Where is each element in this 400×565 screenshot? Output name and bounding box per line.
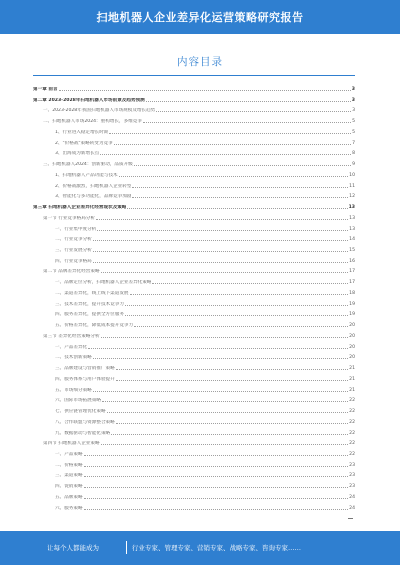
- toc-entry-label: 五、品牌策略: [55, 494, 83, 500]
- toc-entry-page: 23: [349, 462, 355, 468]
- toc-entry-label: 2、"价格战"策略转变为竞争: [55, 140, 113, 146]
- toc-entry-page: 21: [349, 387, 355, 393]
- toc-dot-leader: [101, 444, 349, 445]
- toc-dot-leader: [146, 101, 351, 102]
- toc-entry-label: 四、促销策略: [55, 484, 83, 490]
- toc-entry[interactable]: [33, 246, 355, 253]
- toc-entry[interactable]: [33, 353, 355, 360]
- toc-entry-page: 11: [349, 183, 355, 189]
- toc-entry-page: 22: [349, 419, 355, 425]
- toc-entry-page: 19: [349, 312, 355, 318]
- toc-entry[interactable]: [33, 257, 355, 264]
- toc-dot-leader: [132, 197, 348, 198]
- toc-dot-leader: [84, 487, 349, 488]
- toc-entry-page: 17: [349, 280, 355, 286]
- toc-entry-label: 二、价格策略: [55, 462, 83, 468]
- toc-entry-label: 1、行业进入稳定增长时期: [55, 129, 109, 135]
- toc-dot-leader: [88, 348, 348, 349]
- toc-entry-label: 五、价格差异化，降低成本提升竞争力: [55, 323, 134, 329]
- toc-entry[interactable]: [33, 332, 355, 339]
- toc-entry[interactable]: [33, 289, 355, 296]
- toc-dot-leader: [96, 219, 348, 220]
- toc-dot-leader: [100, 154, 351, 155]
- toc-dot-leader: [152, 283, 348, 284]
- toc-dot-leader: [116, 423, 348, 424]
- toc-entry-page: 18: [349, 290, 355, 296]
- toc-entry-page: 14: [349, 237, 355, 243]
- toc-entry-label: 一、2023-2028年我国扫地机器人市场规模及增长趋势: [43, 108, 156, 114]
- toc-entry-label: 二、技术创新策略: [55, 355, 92, 361]
- footer-tagline: 行业专家、管理专家、营销专家、战略专家、咨询专家……: [132, 544, 301, 552]
- toc-entry[interactable]: [33, 375, 355, 382]
- toc-dot-leader: [130, 294, 349, 295]
- toc-dot-leader: [134, 165, 351, 166]
- toc-entry-label: 2、价格战激烈，扫地机器人企业转型: [55, 183, 132, 189]
- toc-entry[interactable]: [33, 396, 355, 403]
- toc-entry-label: 八、合作联盟与资源整合策略: [55, 419, 115, 425]
- toc-entry[interactable]: [33, 418, 355, 425]
- toc-dot-leader: [101, 337, 349, 338]
- toc-entry-label: 一、品牌定位分析，扫地机器人企业差异化策略: [55, 280, 152, 286]
- toc-entry-label: 三、品牌建设与营销推广策略: [55, 366, 115, 372]
- toc-entry[interactable]: [33, 225, 355, 232]
- toc-entry-label: 3、智能化与多功能化，品牌竞争加剧: [55, 194, 132, 200]
- report-title: 扫地机器人企业差异化运营策略研究报告: [96, 11, 304, 24]
- toc-entry-page: 3: [352, 108, 355, 114]
- toc-dot-leader: [84, 466, 349, 467]
- toc-entry-page: 22: [349, 430, 355, 436]
- toc-entry-page: 13: [349, 226, 355, 232]
- toc-entry[interactable]: [33, 429, 355, 436]
- toc-entry-label: 二、渠道差异化，线上线下渠道发展: [55, 290, 129, 296]
- toc-entry-page: 21: [349, 376, 355, 382]
- toc-entry-page: 20: [349, 344, 355, 350]
- toc-dot-leader: [109, 133, 351, 134]
- toc-dot-leader: [119, 176, 348, 177]
- toc-entry-page: 22: [349, 451, 355, 457]
- toc-entry-label: 第二节 品牌差异化经营策略: [43, 269, 100, 275]
- toc-entry-label: 第一章 前言: [33, 87, 58, 92]
- toc-entry[interactable]: [33, 106, 355, 113]
- toc-entry-label: 二、扫地机器人市场2024：重构增长，多维竞争: [43, 119, 142, 125]
- toc-dot-leader: [114, 144, 351, 145]
- toc-dot-leader: [111, 434, 348, 435]
- toc-entry-label: 九、数据驱动与智能化策略: [55, 430, 111, 436]
- toc-entry-page: 19: [349, 301, 355, 307]
- toc-entry[interactable]: [33, 386, 355, 393]
- toc-entry-label: 三、扫地机器人2024：创新驱动，品质升级: [43, 162, 133, 168]
- toc-entry-label: 四、行业竞争格局: [55, 258, 92, 264]
- toc-entry[interactable]: [33, 471, 355, 478]
- toc-entry[interactable]: [33, 128, 355, 135]
- toc-entry-page: 5: [352, 129, 355, 135]
- toc-entry[interactable]: [33, 160, 355, 167]
- toc-dot-leader: [93, 391, 348, 392]
- toc-entry-page: 10: [349, 172, 355, 178]
- toc-dot-leader: [97, 230, 348, 231]
- toc-dot-leader: [116, 369, 348, 370]
- toc-entry[interactable]: [33, 300, 355, 307]
- toc-entry[interactable]: [33, 267, 355, 274]
- toc-entry-page: 12: [349, 194, 355, 200]
- toc-entry-label: 第四节 扫地机器人企业策略: [43, 441, 100, 447]
- toc-entry-page: 7: [352, 140, 355, 146]
- toc-entry-label: 第三章 扫地机器人企业差异化经营现状及策略: [33, 205, 127, 211]
- toc-entry-label: 第一节 行业竞争格局分析: [43, 215, 95, 221]
- toc-entry-page: 5: [352, 119, 355, 125]
- toc-dot-leader: [59, 90, 351, 91]
- toc-entry[interactable]: [33, 117, 355, 124]
- toc-entry-label: 五、市场细分策略: [55, 387, 92, 393]
- toc-entry-page: 20: [349, 323, 355, 329]
- toc-dot-leader: [93, 251, 348, 252]
- toc-dot-leader: [134, 326, 348, 327]
- toc-heading: 内容目录: [177, 56, 223, 68]
- toc-entry-page: 22: [349, 398, 355, 404]
- toc-entry-page: 8: [352, 151, 355, 157]
- toc-entry-page: 15: [349, 248, 355, 254]
- toc-entry[interactable]: [33, 504, 355, 511]
- toc-entry[interactable]: [33, 407, 355, 414]
- toc-entry[interactable]: [33, 85, 355, 92]
- toc-dot-leader: [84, 476, 349, 477]
- toc-entry-page: 16: [349, 258, 355, 264]
- toc-entry-label: 二、行业竞争分析: [55, 237, 92, 243]
- toc-entry-page: 23: [349, 484, 355, 490]
- toc-entry-page: 17: [349, 269, 355, 275]
- toc-entry-label: 四、服务差异化，提供全方位服务: [55, 312, 124, 318]
- toc-entry[interactable]: [33, 310, 355, 317]
- toc-entry-page: 22: [349, 441, 355, 447]
- toc-dot-leader: [125, 305, 348, 306]
- toc-entry-label: 六、国际市场拓展策略: [55, 398, 101, 404]
- toc-dot-leader: [93, 240, 348, 241]
- toc-entry-page: 24: [349, 494, 355, 500]
- toc-dot-leader: [101, 272, 349, 273]
- toc-entry-label: 一、行业集中度分析: [55, 226, 97, 232]
- toc-entry-page: 21: [349, 366, 355, 372]
- toc-entry-label: 七、供应链管理优化策略: [55, 409, 106, 415]
- toc-entry[interactable]: [33, 203, 355, 210]
- toc-dot-leader: [143, 122, 351, 123]
- toc-dot-leader: [116, 380, 348, 381]
- toc-entry-label: 第三节 差异化经营策略分析: [43, 333, 100, 339]
- toc-dot-leader: [102, 401, 348, 402]
- toc-dot-leader: [84, 498, 349, 499]
- toc-entry[interactable]: [33, 493, 355, 500]
- toc-dot-leader: [132, 187, 348, 188]
- toc-entry-page: 3: [351, 87, 355, 92]
- toc-entry[interactable]: [33, 192, 355, 199]
- toc-heading-rule: [33, 75, 355, 76]
- toc-entry-label: 3、出海成为新增长点: [55, 151, 100, 157]
- toc-entry-label: 第二章 2023-2028年扫地机器人市场前景及趋势预测: [33, 97, 145, 103]
- toc-entry[interactable]: [33, 321, 355, 328]
- toc-entry[interactable]: [33, 96, 355, 103]
- toc-entry-label: 三、行业发展分析: [55, 248, 92, 254]
- toc-entry-page: 20: [349, 333, 355, 339]
- toc-entry[interactable]: [33, 461, 355, 468]
- toc-entry[interactable]: [33, 278, 355, 285]
- toc-entry[interactable]: [33, 439, 355, 446]
- toc-entry[interactable]: [33, 364, 355, 371]
- toc-entry-label: 六、服务策略: [55, 505, 83, 511]
- toc-entry[interactable]: [33, 214, 355, 221]
- toc-entry[interactable]: [33, 343, 355, 350]
- toc-entry[interactable]: [33, 482, 355, 489]
- toc-entry[interactable]: [33, 182, 355, 189]
- toc-entry-label: 1、扫地机器人产品功能与技术: [55, 172, 118, 178]
- toc-entry[interactable]: [33, 149, 355, 156]
- toc-dot-leader: [127, 208, 347, 209]
- toc-dot-leader: [93, 358, 348, 359]
- toc-dot-leader: [93, 262, 348, 263]
- toc-entry-page: 24: [349, 505, 355, 511]
- toc-entry-label: 一、产品策略: [55, 451, 83, 457]
- footer-slogan: 让每个人都能成为: [47, 544, 99, 552]
- toc-entry[interactable]: [33, 450, 355, 457]
- toc-list: [33, 85, 355, 511]
- footer-bar: [0, 531, 400, 565]
- toc-entry-page: 9: [352, 162, 355, 168]
- toc-entry-page: 13: [349, 215, 355, 221]
- toc-entry-label: 四、服务体系与用户体验提升: [55, 376, 115, 382]
- toc-entry-label: 三、渠道策略: [55, 473, 83, 479]
- toc-dot-leader: [84, 455, 349, 456]
- toc-entry-page: 13: [348, 205, 355, 211]
- toc-dot-leader: [107, 412, 349, 413]
- header-bar: [0, 0, 400, 34]
- toc-entry-page: 20: [349, 355, 355, 361]
- toc-entry-page: 23: [349, 473, 355, 479]
- toc-entry-label: 三、技术差异化，提升技术竞争力: [55, 301, 124, 307]
- toc-entry[interactable]: [33, 171, 355, 178]
- toc-dot-leader: [125, 315, 348, 316]
- toc-entry[interactable]: [33, 139, 355, 146]
- toc-entry-page: 22: [349, 409, 355, 415]
- toc-dot-leader: [84, 509, 349, 510]
- toc-entry-page: 3: [351, 97, 355, 103]
- page-mark: [348, 518, 353, 519]
- toc-entry[interactable]: [33, 235, 355, 242]
- toc-entry-label: 一、产品差异化: [55, 344, 88, 350]
- toc-dot-leader: [156, 111, 351, 112]
- footer-divider: [126, 541, 127, 554]
